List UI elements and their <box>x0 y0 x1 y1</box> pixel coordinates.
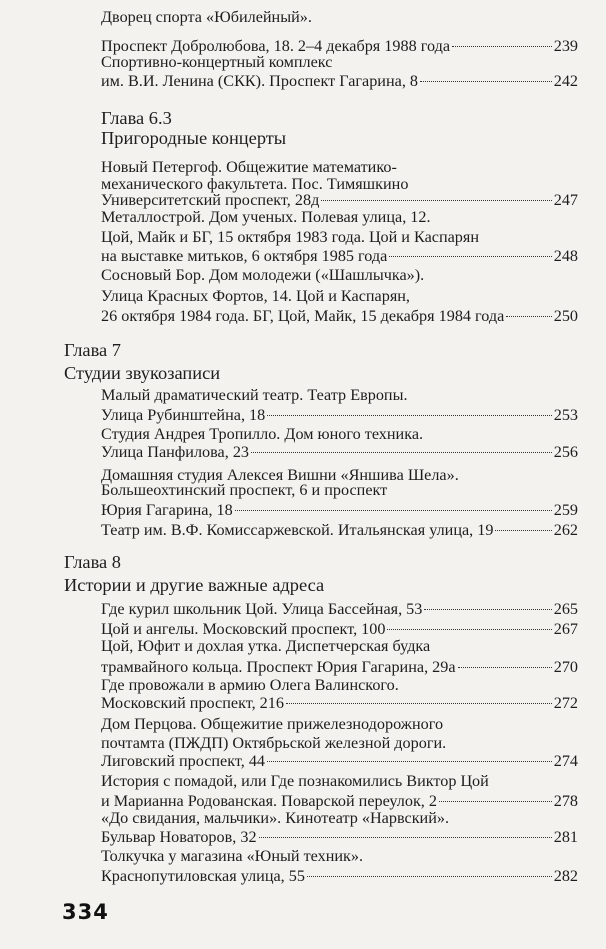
toc-entry-title: Университетский проспект, 28д <box>101 191 320 209</box>
dot-leader <box>321 200 551 201</box>
toc-page-ref: 262 <box>553 521 578 539</box>
toc-entry <box>101 246 578 266</box>
dot-leader <box>389 256 551 257</box>
dot-leader <box>251 452 552 453</box>
dot-leader <box>259 837 552 838</box>
toc-entry-line: Толкучка у магазина «Юный техник». <box>101 847 364 865</box>
toc-entry-title: 26 октября 1984 года. БГ, Цой, Майк, 15 декабря 1984 года <box>101 307 505 325</box>
toc-entry <box>101 693 578 713</box>
toc-entry-line: Цой, Майк и БГ, 15 октября 1983 года. Цой и Каспарян <box>101 228 480 246</box>
toc-entry-title: Краснопутиловская улица, 55 <box>101 867 305 885</box>
toc-entry-line: Дворец спорта «Юбилейный». <box>101 8 312 26</box>
toc-page-ref: 265 <box>553 600 578 618</box>
toc-entry-title: Театр им. В.Ф. Комиссаржевской. Итальянская улица, 19 <box>101 521 494 539</box>
toc-entry-title: Цой и ангелы. Московский проспект, 100 <box>101 620 386 638</box>
toc-entry-line: «До свидания, мальчики». Кинотеатр «Нарвский». <box>101 809 450 827</box>
dot-leader <box>286 703 552 704</box>
toc-page-ref: 253 <box>553 406 578 424</box>
toc-page-ref: 270 <box>553 658 578 676</box>
toc-entry-line: Студия Андрея Тропилло. Дом юного техника. <box>101 425 424 443</box>
toc-page-ref: 242 <box>553 72 578 90</box>
toc-entry-line: Домашняя студия Алексея Вишни «Яншива Шела». <box>101 466 459 484</box>
toc-entry <box>101 442 578 462</box>
toc-entry-line: Сосновый Бор. Дом молодежи («Шашлычка»). <box>101 266 425 284</box>
toc-entry-line: Улица Красных Фортов, 14. Цой и Каспарян, <box>101 287 410 305</box>
toc-entry <box>101 500 578 520</box>
toc-entry-title: на выставке митьков, 6 октября 1985 года <box>101 247 388 265</box>
toc-entry <box>101 306 578 326</box>
toc-entry-title: Проспект Добролюбова, 18. 2–4 декабря 1988 года <box>101 37 451 55</box>
toc-page-ref: 239 <box>553 37 578 55</box>
toc-entry-line: Цой, Юфит и дохлая утка. Диспетчерская будка <box>101 637 431 655</box>
chapter-heading: Пригородные концерты <box>101 128 287 148</box>
chapter-heading: Глава 6.3 <box>101 108 172 128</box>
toc-entry <box>101 71 578 91</box>
toc-entry <box>101 520 578 540</box>
dot-leader <box>267 415 551 416</box>
toc-entry-line: почтамта (ПЖДП) Октябрьской железной дороги. <box>101 734 447 752</box>
toc-entry-line: Дом Перцова. Общежитие прижелезнодорожного <box>101 715 444 733</box>
toc-page-ref: 281 <box>553 828 578 846</box>
toc-page-ref: 259 <box>553 501 578 519</box>
toc-entry <box>101 599 578 619</box>
toc-entry <box>101 657 578 677</box>
toc-entry-line: механического факультета. Пос. Тимяшкино <box>101 175 409 193</box>
toc-entry-title: и Марианна Родованская. Поварской переулок, 2 <box>101 792 437 810</box>
toc-page-ref: 247 <box>553 191 578 209</box>
dot-leader <box>452 46 552 47</box>
toc-entry-title: Улица Панфилова, 23 <box>101 443 250 461</box>
toc-entry-line: Металлострой. Дом ученых. Полевая улица, 12. <box>101 208 431 226</box>
dot-leader <box>439 801 552 802</box>
toc-entry-title: Бульвар Новаторов, 32 <box>101 828 257 846</box>
dot-leader <box>506 316 551 317</box>
toc-page-ref: 272 <box>553 694 578 712</box>
dot-leader <box>235 510 552 511</box>
toc-page-ref: 250 <box>553 307 578 325</box>
toc-entry <box>101 405 578 425</box>
dot-leader <box>387 629 551 630</box>
chapter-heading: Глава 7 <box>64 340 121 360</box>
chapter-heading: Глава 8 <box>64 552 121 572</box>
toc-entry-title: Улица Рубинштейна, 18 <box>101 406 266 424</box>
chapter-heading: Истории и другие важные адреса <box>64 575 325 595</box>
toc-entry-line: Где провожали в армию Олега Валинского. <box>101 676 399 694</box>
dot-leader <box>267 761 552 762</box>
page-number: 334 <box>62 900 109 924</box>
toc-entry-title: Юрия Гагарина, 18 <box>101 501 233 519</box>
toc-page-ref: 278 <box>553 792 578 810</box>
toc-entry <box>101 866 578 886</box>
chapter-heading: Студии звукозаписи <box>64 363 221 383</box>
toc-entry <box>101 751 578 771</box>
toc-entry <box>101 827 578 847</box>
toc-entry-title: Лиговский проспект, 44 <box>101 752 266 770</box>
toc-entry-line: История с помадой, или Где познакомились Виктор Цой <box>101 772 489 790</box>
toc-page-ref: 267 <box>553 620 578 638</box>
dot-leader <box>495 530 551 531</box>
dot-leader <box>458 667 552 668</box>
dot-leader <box>420 81 552 82</box>
toc-page-ref: 256 <box>553 443 578 461</box>
toc-entry-title: трамвайного кольца. Проспект Юрия Гагарина, 29а <box>101 658 456 676</box>
toc-page-ref: 274 <box>553 752 578 770</box>
toc-entry-line: Спортивно-концертный комплекс <box>101 53 333 71</box>
toc-page-ref: 248 <box>553 247 578 265</box>
toc-page-ref: 282 <box>553 867 578 885</box>
toc-entry-title: им. В.И. Ленина (СКК). Проспект Гагарина, 8 <box>101 72 419 90</box>
dot-leader <box>307 876 552 877</box>
toc-entry-line: Малый драматический театр. Театр Европы. <box>101 386 408 404</box>
toc-entry-line: Большеохтинский проспект, 6 и проспект <box>101 481 388 499</box>
dot-leader <box>424 609 551 610</box>
toc-entry-line: Новый Петергоф. Общежитие математико- <box>101 158 397 176</box>
toc-entry-title: Где курил школьник Цой. Улица Бассейная, 53 <box>101 600 423 618</box>
toc-entry-title: Московский проспект, 216 <box>101 694 284 712</box>
